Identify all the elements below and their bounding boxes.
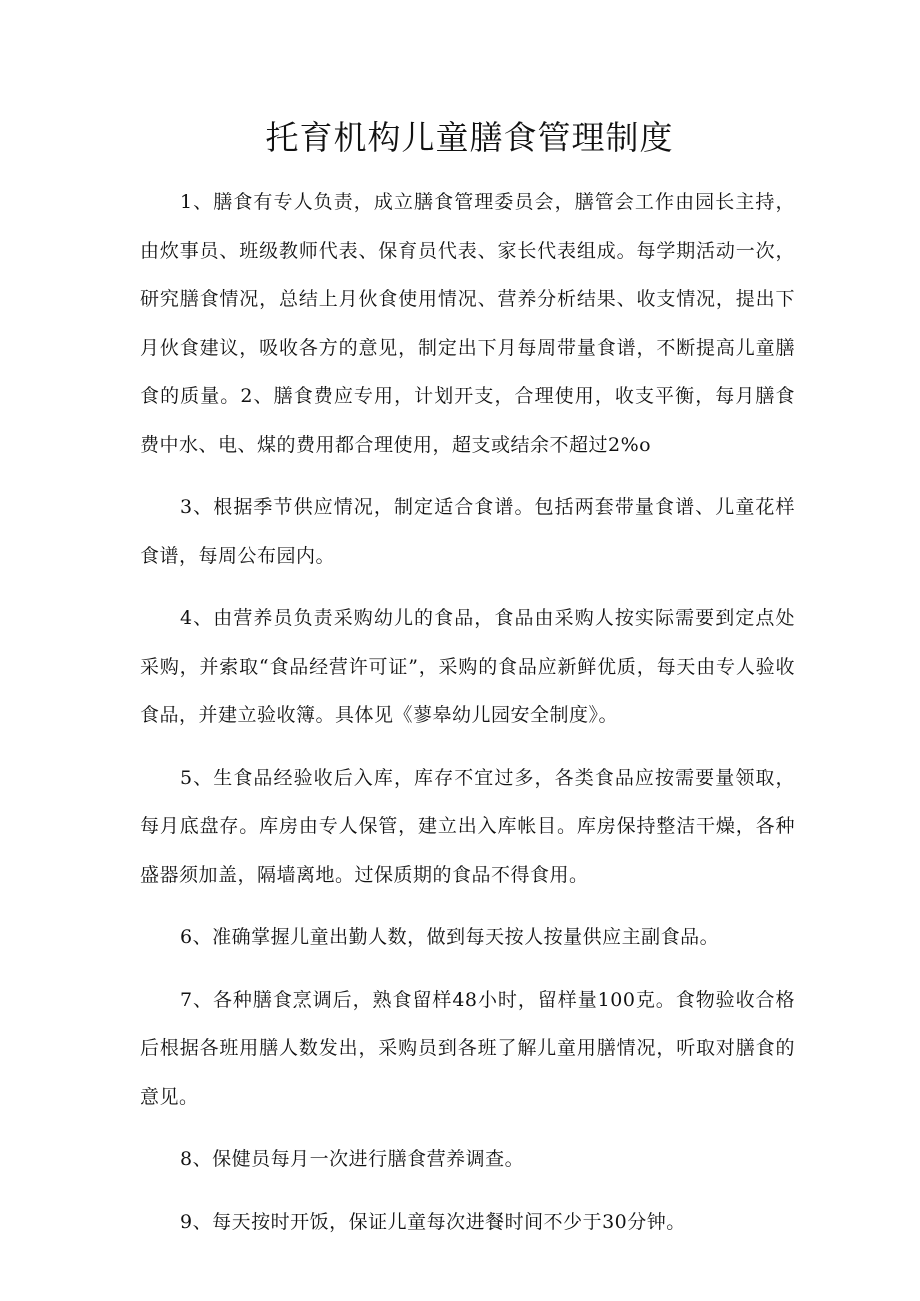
paragraph-1: 1、膳食有专人负责，成立膳食管理委员会，膳管会工作由园长主持，由炊事员、班级教师代表、保育员代表、家长代表组成。每学期活动一次，研究膳食情况，总结上月伙食使用情况、营养分析结果、收支情况，提出下月伙食建议，吸收各方的意见，制定出下月每周带量食谱，不断提高儿童膳食的质量。2、膳食费应专用，计划开支，合理使用，收支平衡，每月膳食费中水、电、煤的费用都合理使用，超支或结余不超过2%o xyxy=(140,191,795,456)
document-title: 托育机构儿童膳食管理制度 xyxy=(265,118,674,157)
paragraph-7: 8、保健员每月一次进行膳食营养调查。 xyxy=(180,1148,525,1170)
paragraph-3: 4、由营养员负责采购幼儿的食品，食品由采购人按实际需要到定点处采购，并索取“食品经营许可证”，采购的食品应新鲜优质，每天由专人验收食品，并建立验收簿。具体见《蓼皋幼儿园安全制度》。 xyxy=(140,607,795,726)
paragraph-5: 6、准确掌握儿童出勤人数，做到每天按人按量供应主副食品。 xyxy=(180,926,720,948)
paragraph-2: 3、根据季节供应情况，制定适合食谱。包括两套带量食谱、儿童花样食谱，每周公布园内。 xyxy=(140,496,795,567)
paragraph-8: 9、每天按时开饭，保证儿童每次进餐时间不少于30分钟。 xyxy=(180,1210,686,1233)
paragraph-4: 5、生食品经验收后入库，库存不宜过多，各类食品应按需要量领取，每月底盘存。库房由专人保管，建立出入库帐目。库房保持整洁干燥，各种盛器须加盖，隔墙离地。过保质期的食品不得食用。 xyxy=(140,766,795,886)
paragraph-6: 7、各种膳食烹调后，熟食留样48小时，留样量100克。食物验收合格后根据各班用膳人数发出，采购员到各班了解儿童用膳情况，听取对膳食的意见。 xyxy=(140,988,795,1108)
